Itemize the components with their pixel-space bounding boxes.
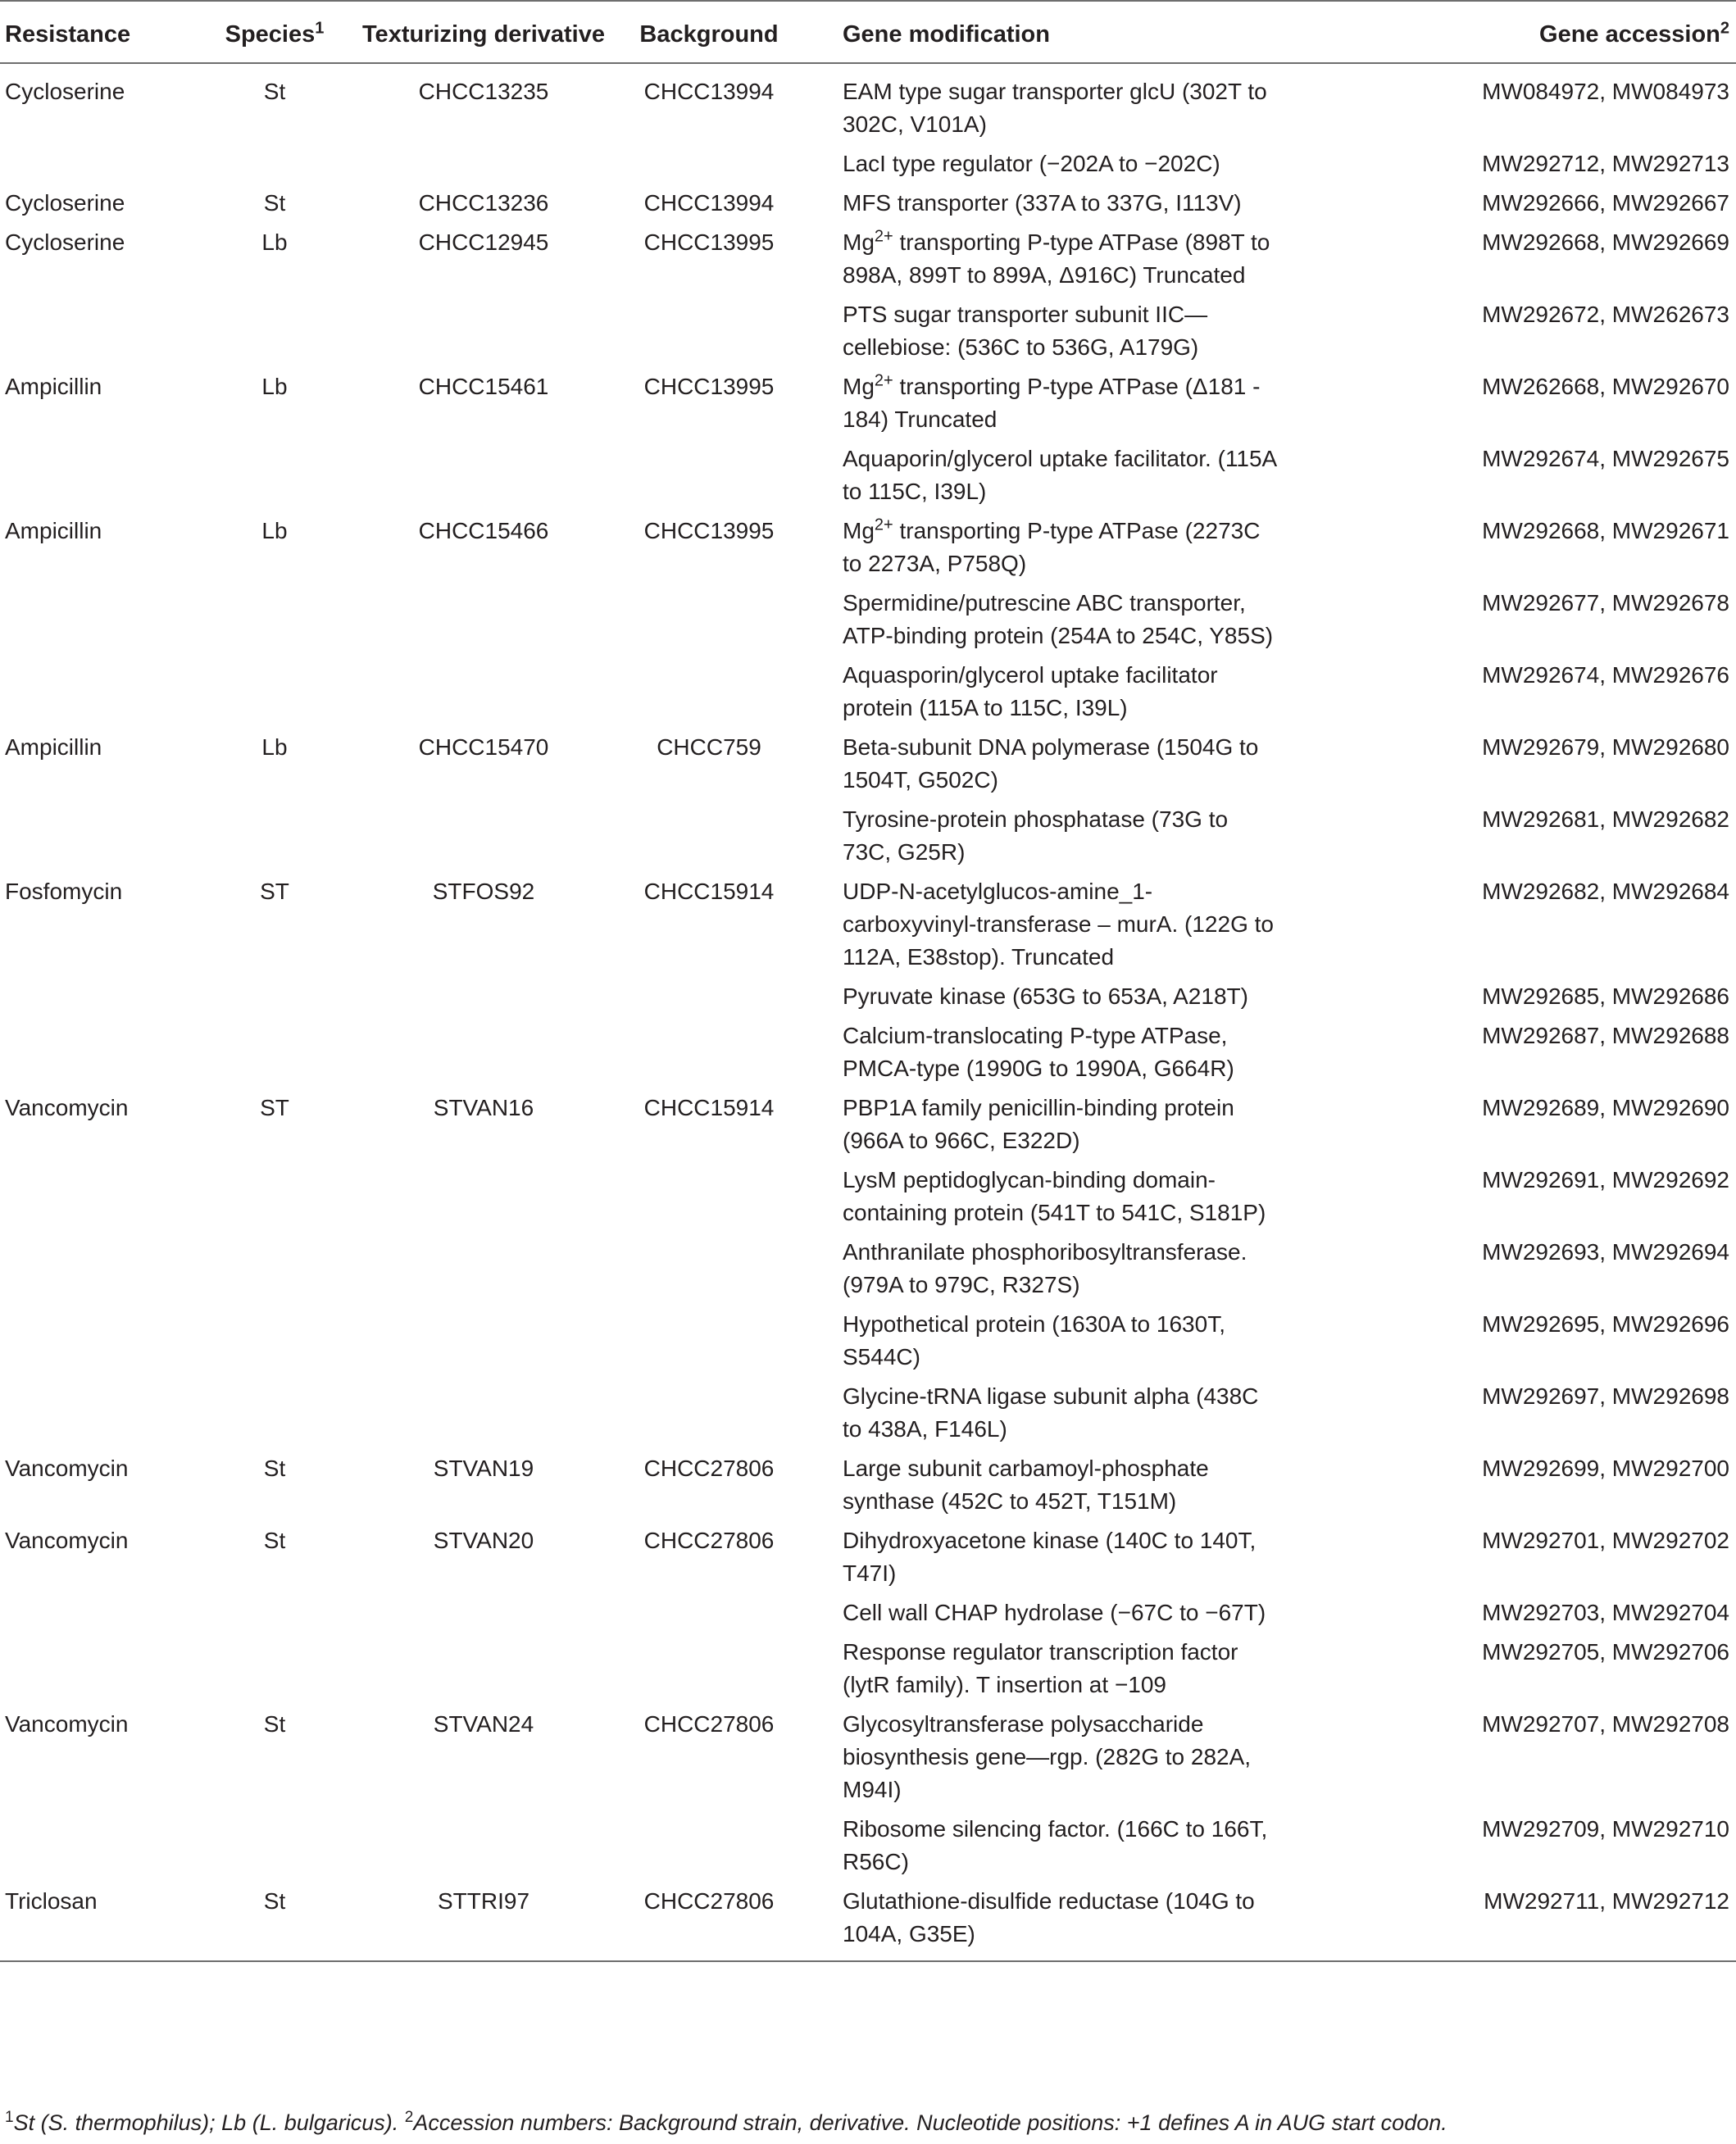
gene-superscript: 2+	[874, 227, 893, 246]
cell-species	[189, 1304, 361, 1376]
cell-gene-accession: MW292711, MW292712	[1288, 1881, 1736, 1961]
gene-description: Anthranilate phosphoribosyltransferase. (979A to 979C, R327S)	[843, 1239, 1247, 1297]
table-row	[0, 1015, 1736, 1088]
gene-description: Aquaporin/glycerol uptake facilitator. (115A to 115C, I39L)	[843, 446, 1276, 504]
cell-species	[189, 655, 361, 727]
cell-gene-modification	[811, 799, 1288, 871]
cell-gene-accession: MW292697, MW292698	[1482, 1383, 1729, 1409]
cell-resistance	[0, 799, 189, 871]
gene-superscript: 2+	[874, 516, 893, 534]
cell-gene-modification	[811, 727, 1288, 799]
table-row	[0, 63, 1736, 143]
gene-description: transporting P-type ATPase (2273C to 2273A, P758Q)	[843, 518, 1261, 576]
cell-gene-modification	[811, 976, 1288, 1015]
gene-description: Aquasporin/glycerol uptake facilitator protein (115A to 115C, I39L)	[843, 662, 1218, 720]
cell-gene-modification	[811, 1520, 1288, 1592]
cell-texturizing-derivative: CHCC13236	[418, 190, 549, 216]
gene-description: Glutathione-disulfide reductase (104G to 104A, G35E)	[843, 1888, 1255, 1946]
cell-gene-modification	[811, 366, 1288, 438]
cell-resistance: Vancomycin	[5, 1095, 129, 1120]
cell-texturizing-derivative	[361, 1015, 607, 1088]
header-resistance	[0, 1, 189, 63]
cell-gene-modification	[811, 1304, 1288, 1376]
footnote-mark-2: 2	[404, 2109, 414, 2126]
gene-prefix: Mg	[843, 518, 875, 543]
cell-background: CHCC13994	[643, 190, 775, 216]
cell-gene-modification	[811, 1881, 1288, 1961]
cell-background: CHCC27806	[643, 1711, 775, 1737]
table-row	[0, 655, 1736, 727]
cell-background	[607, 294, 811, 366]
cell-background: CHCC13994	[643, 79, 775, 104]
gene-prefix: Mg	[843, 374, 875, 399]
header-resistance-label: Resistance	[5, 21, 131, 48]
cell-gene-modification	[811, 294, 1288, 366]
table-row	[0, 1520, 1736, 1592]
cell-species	[189, 1592, 361, 1632]
gene-superscript: 2+	[874, 371, 893, 390]
gene-description: Large subunit carbamoyl-phosphate synthase (452C to 452T, T151M)	[843, 1456, 1209, 1514]
cell-gene-modification	[811, 183, 1288, 222]
footnote-mark-1: 1	[5, 2109, 14, 2126]
table-row	[0, 976, 1736, 1015]
cell-species: Lb	[261, 518, 288, 543]
cell-species: ST	[260, 1095, 289, 1120]
table-row	[0, 294, 1736, 366]
cell-species	[189, 143, 361, 183]
cell-texturizing-derivative	[361, 294, 607, 366]
cell-gene-modification	[811, 1448, 1288, 1520]
table-row	[0, 1304, 1736, 1376]
table-header	[0, 1, 1736, 63]
cell-resistance	[0, 1592, 189, 1632]
cell-gene-accession: MW292668, MW292671	[1482, 518, 1729, 543]
cell-background	[607, 143, 811, 183]
gene-description: LacI type regulator (−202A to −202C)	[843, 151, 1220, 176]
cell-texturizing-derivative: CHCC15470	[418, 734, 549, 760]
cell-resistance	[0, 1304, 189, 1376]
cell-background: CHCC13995	[643, 518, 775, 543]
cell-gene-accession: MW292681, MW292682	[1482, 806, 1729, 832]
cell-texturizing-derivative	[361, 1376, 607, 1448]
table-row	[0, 1376, 1736, 1448]
header-species	[189, 1, 361, 63]
table-row	[0, 1160, 1736, 1232]
cell-resistance: Cycloserine	[5, 229, 125, 255]
table-row	[0, 1448, 1736, 1520]
cell-background: CHCC27806	[643, 1528, 775, 1553]
cell-gene-accession: MW292689, MW292690	[1482, 1095, 1729, 1120]
cell-species	[189, 1809, 361, 1881]
gene-description: Cell wall CHAP hydrolase (−67C to −67T)	[843, 1600, 1266, 1625]
cell-species	[189, 1232, 361, 1304]
cell-resistance: Ampicillin	[5, 518, 102, 543]
table-row	[0, 727, 1736, 799]
cell-species: ST	[260, 879, 289, 904]
cell-background	[607, 1632, 811, 1704]
cell-gene-accession: MW292709, MW292710	[1482, 1816, 1729, 1842]
cell-background: CHCC27806	[607, 1881, 811, 1961]
cell-texturizing-derivative: STTRI97	[361, 1881, 607, 1961]
cell-texturizing-derivative: STVAN19	[433, 1456, 534, 1481]
cell-species	[189, 1376, 361, 1448]
gene-prefix: Mg	[843, 229, 875, 255]
table-row	[0, 1232, 1736, 1304]
cell-gene-accession: MW292668, MW292669	[1482, 229, 1729, 255]
cell-texturizing-derivative	[361, 976, 607, 1015]
cell-resistance	[0, 1015, 189, 1088]
table-row	[0, 366, 1736, 438]
cell-resistance: Vancomycin	[5, 1528, 129, 1553]
header-background-label: Background	[639, 21, 779, 48]
cell-background	[607, 799, 811, 871]
cell-gene-modification	[811, 222, 1288, 294]
table-footnote	[5, 2108, 1447, 2137]
cell-resistance: Vancomycin	[5, 1711, 129, 1737]
cell-gene-accession: MW292691, MW292692	[1482, 1167, 1729, 1192]
cell-gene-accession: MW292693, MW292694	[1482, 1239, 1729, 1265]
cell-gene-modification	[811, 655, 1288, 727]
cell-texturizing-derivative	[361, 1160, 607, 1232]
cell-gene-modification	[811, 511, 1288, 583]
gene-description: PTS sugar transporter subunit IIC—cellebiose: (536C to 536G, A179G)	[843, 302, 1208, 360]
cell-gene-accession: MW292707, MW292708	[1482, 1711, 1729, 1737]
cell-species: St	[263, 1711, 286, 1737]
cell-texturizing-derivative: CHCC15466	[418, 518, 549, 543]
gene-description: Hypothetical protein (1630A to 1630T, S544C)	[843, 1311, 1225, 1370]
cell-gene-accession: MW292674, MW292675	[1482, 446, 1729, 471]
cell-texturizing-derivative	[361, 1809, 607, 1881]
cell-background	[607, 1015, 811, 1088]
gene-description: Pyruvate kinase (653G to 653A, A218T)	[843, 983, 1248, 1009]
gene-description: Beta-subunit DNA polymerase (1504G to 1504T, G502C)	[843, 734, 1259, 793]
cell-texturizing-derivative	[361, 655, 607, 727]
cell-resistance	[0, 143, 189, 183]
cell-gene-modification	[811, 63, 1288, 143]
cell-texturizing-derivative: CHCC12945	[418, 229, 549, 255]
cell-background	[607, 1376, 811, 1448]
cell-resistance: Cycloserine	[5, 190, 125, 216]
cell-background	[607, 1160, 811, 1232]
cell-gene-accession: MW292705, MW292706	[1482, 1639, 1729, 1665]
cell-background	[607, 655, 811, 727]
table-row	[0, 511, 1736, 583]
cell-texturizing-derivative	[361, 583, 607, 655]
cell-resistance	[0, 1232, 189, 1304]
table-row	[0, 1592, 1736, 1632]
cell-texturizing-derivative	[361, 1232, 607, 1304]
cell-background	[607, 583, 811, 655]
cell-texturizing-derivative	[361, 438, 607, 511]
cell-gene-accession: MW262668, MW292670	[1482, 374, 1729, 399]
header-accession-footnote-mark: 2	[1720, 19, 1729, 38]
table-row	[0, 583, 1736, 655]
gene-description: Ribosome silencing factor. (166C to 166T, R56C)	[843, 1816, 1268, 1874]
gene-description: Glycosyltransferase polysaccharide biosynthesis gene—rgp. (282G to 282A, M94I)	[843, 1711, 1252, 1802]
cell-texturizing-derivative: CHCC15461	[418, 374, 549, 399]
cell-gene-modification	[811, 1232, 1288, 1304]
cell-resistance	[0, 438, 189, 511]
gene-description: Dihydroxyacetone kinase (140C to 140T, T47I)	[843, 1528, 1257, 1586]
cell-gene-accession: MW292666, MW292667	[1482, 190, 1729, 216]
header-gene-modification-label: Gene modification	[843, 21, 1050, 48]
cell-background: CHCC15914	[643, 879, 775, 904]
gene-description: Response regulator transcription factor (lytR family). T insertion at −109	[843, 1639, 1238, 1697]
gene-description: UDP-N-acetylglucos-amine_1-carboxyvinyl-transferase – murA. (122G to 112A, E38stop). Truncated	[843, 879, 1274, 970]
cell-texturizing-derivative	[361, 1632, 607, 1704]
cell-gene-modification	[811, 1632, 1288, 1704]
cell-gene-accession: MW292674, MW292676	[1482, 662, 1729, 688]
cell-gene-accession: MW292672, MW262673	[1482, 302, 1729, 327]
cell-species: St	[263, 1456, 286, 1481]
cell-resistance: Triclosan	[0, 1881, 189, 1961]
cell-species: Lb	[261, 374, 288, 399]
gene-description: MFS transporter (337A to 337G, I113V)	[843, 190, 1242, 216]
cell-species: St	[263, 79, 286, 104]
table-row	[0, 1704, 1736, 1809]
cell-gene-accession: MW292703, MW292704	[1482, 1600, 1729, 1625]
cell-texturizing-derivative	[361, 143, 607, 183]
cell-background: CHCC27806	[643, 1456, 775, 1481]
cell-gene-accession: MW292677, MW292678	[1482, 590, 1729, 615]
cell-gene-modification	[811, 438, 1288, 511]
cell-texturizing-derivative: STVAN16	[433, 1095, 534, 1120]
cell-gene-modification	[811, 1592, 1288, 1632]
cell-background	[607, 1304, 811, 1376]
table-row	[0, 143, 1736, 183]
cell-gene-modification	[811, 871, 1288, 976]
cell-texturizing-derivative: STFOS92	[432, 879, 535, 904]
cell-texturizing-derivative	[361, 1592, 607, 1632]
header-texturizing-label: Texturizing derivative	[362, 21, 605, 48]
gene-description: Glycine-tRNA ligase subunit alpha (438C to 438A, F146L)	[843, 1383, 1259, 1442]
cell-gene-accession: MW084972, MW084973	[1482, 79, 1729, 104]
cell-gene-accession: MW292687, MW292688	[1482, 1023, 1729, 1048]
header-texturizing-derivative	[361, 1, 607, 63]
cell-background	[607, 1232, 811, 1304]
cell-resistance	[0, 976, 189, 1015]
table-row	[0, 1632, 1736, 1704]
cell-resistance	[0, 1632, 189, 1704]
cell-gene-accession: MW292699, MW292700	[1482, 1456, 1729, 1481]
cell-resistance: Vancomycin	[5, 1456, 129, 1481]
table-row	[0, 871, 1736, 976]
cell-gene-modification	[811, 143, 1288, 183]
table-row	[0, 799, 1736, 871]
header-row	[0, 1, 1736, 63]
cell-species: St	[189, 1881, 361, 1961]
cell-species: St	[263, 1528, 286, 1553]
cell-gene-accession: MW292701, MW292702	[1482, 1528, 1729, 1553]
cell-texturizing-derivative: STVAN20	[433, 1528, 534, 1553]
cell-gene-accession: MW292682, MW292684	[1482, 879, 1729, 904]
cell-species: St	[263, 190, 286, 216]
table-row	[0, 438, 1736, 511]
header-gene-modification	[811, 1, 1288, 63]
footnote-text-1: St (S. thermophilus); Lb (L. bulgaricus).	[13, 2110, 405, 2135]
cell-gene-accession: MW292685, MW292686	[1482, 983, 1729, 1009]
cell-species	[189, 799, 361, 871]
cell-resistance	[0, 583, 189, 655]
table-row	[0, 222, 1736, 294]
table-body	[0, 63, 1736, 1961]
cell-background: CHCC15914	[643, 1095, 775, 1120]
cell-species	[189, 438, 361, 511]
cell-background	[607, 1809, 811, 1881]
table-row	[0, 1809, 1736, 1881]
cell-background: CHCC13995	[643, 229, 775, 255]
gene-description: EAM type sugar transporter glcU (302T to 302C, V101A)	[843, 79, 1267, 137]
gene-description: Calcium-translocating P-type ATPase, PMCA-type (1990G to 1990A, G664R)	[843, 1023, 1234, 1081]
header-gene-accession	[1288, 1, 1736, 63]
cell-background	[607, 438, 811, 511]
header-background	[607, 1, 811, 63]
cell-texturizing-derivative	[361, 799, 607, 871]
footnote-text-2: Accession numbers: Background strain, derivative. Nucleotide positions: +1 defines A in AUG start codon.	[413, 2110, 1447, 2135]
cell-species: Lb	[261, 734, 288, 760]
header-species-label: Species	[225, 21, 316, 48]
gene-description: LysM peptidoglycan-binding domain-containing protein (541T to 541C, S181P)	[843, 1167, 1266, 1225]
cell-gene-modification	[811, 1015, 1288, 1088]
cell-species	[189, 1160, 361, 1232]
table-row	[0, 1088, 1736, 1160]
gene-description: Tyrosine-protein phosphatase (73G to 73C, G25R)	[843, 806, 1229, 865]
cell-texturizing-derivative: STVAN24	[433, 1711, 534, 1737]
cell-species	[189, 1632, 361, 1704]
cell-resistance	[0, 1160, 189, 1232]
gene-description: PBP1A family penicillin-binding protein (966A to 966C, E322D)	[843, 1095, 1234, 1153]
cell-gene-modification	[811, 1809, 1288, 1881]
cell-gene-modification	[811, 583, 1288, 655]
cell-gene-modification	[811, 1160, 1288, 1232]
table-row	[0, 183, 1736, 222]
cell-resistance	[0, 1376, 189, 1448]
cell-gene-modification	[811, 1704, 1288, 1809]
header-accession-label: Gene accession	[1539, 21, 1720, 48]
gene-description: transporting P-type ATPase (898T to 898A, 899T to 899A, Δ916C) Truncated	[843, 229, 1270, 288]
gene-description: Spermidine/putrescine ABC transporter, ATP-binding protein (254A to 254C, Y85S)	[843, 590, 1274, 648]
cell-background	[607, 1592, 811, 1632]
cell-resistance: Fosfomycin	[5, 879, 123, 904]
cell-gene-accession: MW292712, MW292713	[1482, 151, 1729, 176]
cell-resistance: Cycloserine	[5, 79, 125, 104]
cell-resistance	[0, 655, 189, 727]
cell-species	[189, 976, 361, 1015]
cell-texturizing-derivative: CHCC13235	[418, 79, 549, 104]
cell-gene-modification	[811, 1376, 1288, 1448]
cell-resistance: Ampicillin	[5, 374, 102, 399]
table-row	[0, 1881, 1736, 1961]
cell-gene-modification	[811, 1088, 1288, 1160]
cell-gene-accession: MW292679, MW292680	[1482, 734, 1729, 760]
cell-texturizing-derivative	[361, 1304, 607, 1376]
header-species-footnote-mark: 1	[315, 19, 325, 38]
cell-background: CHCC759	[657, 734, 761, 760]
cell-gene-accession: MW292695, MW292696	[1482, 1311, 1729, 1337]
cell-resistance	[0, 1809, 189, 1881]
cell-background	[607, 976, 811, 1015]
cell-species	[189, 294, 361, 366]
cell-resistance	[0, 294, 189, 366]
cell-species: Lb	[261, 229, 288, 255]
gene-description: transporting P-type ATPase (Δ181 - 184) Truncated	[843, 374, 1261, 432]
cell-species	[189, 1015, 361, 1088]
cell-species	[189, 583, 361, 655]
cell-background: CHCC13995	[643, 374, 775, 399]
cell-resistance: Ampicillin	[5, 734, 102, 760]
